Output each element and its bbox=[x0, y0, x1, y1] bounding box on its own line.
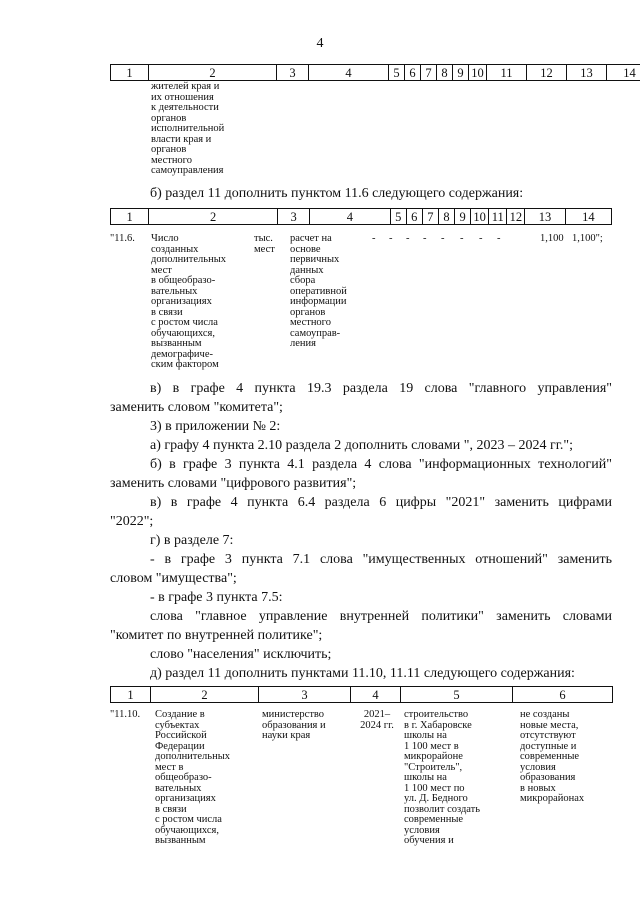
table3-header bbox=[110, 686, 613, 703]
content: строительство в г. Хабаровске школы на 1 100 мест в микрорайоне "Строитель", школы на 1 100 мест по ул. Д. Бедного позволит создать современные условия обучения и bbox=[404, 709, 481, 846]
header-cell: 10 bbox=[469, 65, 487, 81]
header-cell: 13 bbox=[525, 209, 565, 225]
header-cell: 4 bbox=[310, 209, 390, 225]
header-cell: 10 bbox=[471, 209, 489, 225]
header-cell: 11 bbox=[489, 209, 507, 225]
paragraph: в) в графе 4 пункта 6.4 раздела 6 цифры "2021" заменить цифрами bbox=[150, 495, 612, 510]
header-cell: 4 bbox=[351, 687, 401, 703]
measure-name: Создание в субъектах Российской Федерации дополнительных мест в общеобразо- вательных организациях в связи с ростом числа обучающихся, вызванным bbox=[155, 709, 231, 846]
paragraph-cont: заменить словом "комитета"; bbox=[110, 400, 283, 415]
header-cell: 2 bbox=[149, 65, 277, 81]
value-col-14: 1,100"; bbox=[572, 233, 603, 244]
paragraph: д) раздел 11 дополнить пунктами 11.10, 11.11 следующего содержания: bbox=[150, 666, 575, 681]
paragraph: б) в графе 3 пункта 4.1 раздела 4 слова "информационных технологий" bbox=[150, 457, 612, 472]
paragraph-cont: "комитет по внутренней политике"; bbox=[110, 628, 323, 643]
header-cell: 1 bbox=[111, 687, 151, 703]
header-cell: 11 bbox=[487, 65, 527, 81]
dash-cell: - bbox=[497, 233, 501, 244]
row-number: "11.6. bbox=[110, 233, 135, 244]
paragraph-cont: "2022"; bbox=[110, 514, 154, 529]
paragraph: - в графе 3 пункта 7.1 слова "имущественных отношений" заменить bbox=[150, 552, 612, 567]
header-cell: 6 bbox=[513, 687, 613, 703]
dash-cell: - bbox=[441, 233, 445, 244]
header-cell: 14 bbox=[565, 209, 611, 225]
table1-header bbox=[110, 64, 640, 81]
paragraph-cont: заменить словами "цифрового развития"; bbox=[110, 476, 357, 491]
header-cell: 2 bbox=[151, 687, 259, 703]
result: не созданы новые места, отсутствуют доступные и современные условия образования в новых микрорайонах bbox=[520, 709, 585, 804]
page-number: 4 bbox=[316, 36, 324, 51]
header-cell: 1 bbox=[111, 65, 149, 81]
header-cell: 3 bbox=[277, 209, 309, 225]
header-cell: 5 bbox=[389, 65, 405, 81]
header-cell: 5 bbox=[401, 687, 513, 703]
header-cell: 8 bbox=[437, 65, 453, 81]
paragraph-b: б) раздел 11 дополнить пунктом 11.6 следующего содержания: bbox=[150, 186, 524, 201]
dash-cell: - bbox=[389, 233, 393, 244]
dash-cell: - bbox=[406, 233, 410, 244]
header-cell: 3 bbox=[259, 687, 351, 703]
header-cell: 2 bbox=[149, 209, 278, 225]
header-cell: 5 bbox=[390, 209, 406, 225]
paragraph: 3) в приложении № 2: bbox=[150, 419, 281, 434]
dash-cell: - bbox=[423, 233, 427, 244]
header-cell: 9 bbox=[453, 65, 469, 81]
method: расчет на основе первичных данных сбора оперативной информации органов местного самоуправ- ления bbox=[290, 233, 347, 349]
header-cell: 3 bbox=[277, 65, 309, 81]
period: 2021– 2024 гг. bbox=[360, 709, 394, 731]
header-cell: 12 bbox=[507, 209, 525, 225]
header-cell: 7 bbox=[422, 209, 438, 225]
header-cell: 6 bbox=[406, 209, 422, 225]
dash-cell: - bbox=[460, 233, 464, 244]
header-cell: 7 bbox=[421, 65, 437, 81]
executor: министерство образования и науки края bbox=[262, 709, 326, 741]
paragraph: - в графе 3 пункта 7.5: bbox=[150, 590, 283, 605]
paragraph: а) графу 4 пункта 2.10 раздела 2 дополнить словами ", 2023 – 2024 гг."; bbox=[150, 438, 574, 453]
indicator-name: Число созданных дополнительных мест в общеобразо- вательных организациях в связи с ростом числа обучающихся, вызванным демографиче- ским фактором bbox=[151, 233, 227, 370]
unit: тыс. мест bbox=[254, 233, 275, 255]
paragraph: слова "главное управление внутренней политики" заменить словами bbox=[150, 609, 612, 624]
value-col-13: 1,100 bbox=[540, 233, 564, 244]
header-cell: 12 bbox=[527, 65, 567, 81]
header-cell: 6 bbox=[405, 65, 421, 81]
header-cell: 8 bbox=[438, 209, 454, 225]
row-number: "11.10. bbox=[110, 709, 141, 720]
dash-cell: - bbox=[372, 233, 376, 244]
paragraph-cont: словом "имущества"; bbox=[110, 571, 237, 586]
header-cell: 4 bbox=[309, 65, 389, 81]
header-cell: 13 bbox=[567, 65, 607, 81]
table1-continued-text: жителей края и их отношения к деятельности органов исполнительной власти края и органов местного самоуправления bbox=[151, 81, 225, 176]
dash-cell: - bbox=[479, 233, 483, 244]
header-cell: 9 bbox=[455, 209, 471, 225]
paragraph: г) в разделе 7: bbox=[150, 533, 234, 548]
header-cell: 1 bbox=[111, 209, 149, 225]
paragraph: в) в графе 4 пункта 19.3 раздела 19 слова "главного управления" bbox=[150, 381, 612, 396]
table2-header bbox=[110, 208, 612, 225]
header-cell: 14 bbox=[607, 65, 640, 81]
paragraph: слово "населения" исключить; bbox=[150, 647, 332, 662]
